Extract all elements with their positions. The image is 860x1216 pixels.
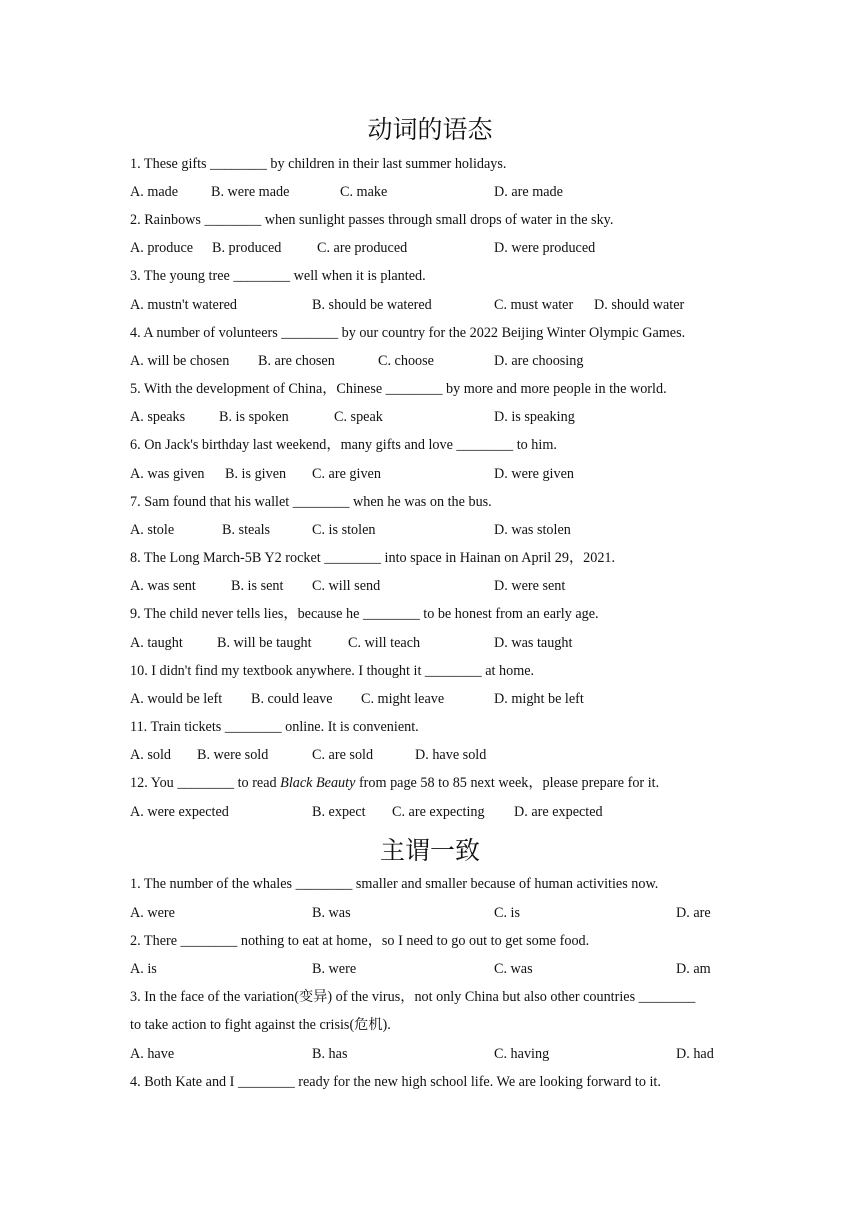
- option-b: B. was: [312, 905, 351, 921]
- option-d: D. should water: [594, 297, 685, 313]
- question-stem-text: 12. You ________ to read: [130, 775, 281, 791]
- book-title: Black Beauty: [280, 775, 356, 791]
- option-a: A. will be chosen: [130, 353, 230, 369]
- option-b: B. steals: [222, 522, 271, 538]
- question-stem: 7. Sam found that his wallet ________ when he was on the bus.: [130, 494, 492, 510]
- option-b: B. is given: [225, 466, 287, 482]
- question-stem: 3. In the face of the variation(变异) of the virus，not only China but also other countries ________: [130, 989, 696, 1005]
- option-d: D. had: [676, 1046, 714, 1062]
- option-c: C. are expecting: [392, 804, 485, 820]
- option-c: C. make: [340, 184, 388, 200]
- option-c: C. are produced: [317, 240, 408, 256]
- option-a: A. have: [130, 1046, 175, 1062]
- option-a: A. were expected: [130, 804, 229, 820]
- question-stem: 10. I didn't find my textbook anywhere. I thought it ________ at home.: [130, 663, 535, 679]
- question-stem: 4. A number of volunteers ________ by our country for the 2022 Beijing Winter Olympic Games.: [130, 325, 686, 341]
- option-b: B. could leave: [251, 691, 333, 707]
- option-d: D. are made: [494, 184, 563, 200]
- option-d: D. was stolen: [494, 522, 571, 538]
- option-d: D. have sold: [415, 747, 487, 763]
- question-stem: [130, 774, 659, 792]
- option-d: D. are expected: [514, 804, 603, 820]
- question-stem: 9. The child never tells lies，because he ________ to be honest from an early age.: [130, 606, 599, 622]
- option-d: D. is speaking: [494, 409, 575, 425]
- option-a: A. produce: [130, 240, 194, 256]
- question-stem: 8. The Long March-5B Y2 rocket ________ into space in Hainan on April 29，2021.: [130, 550, 616, 566]
- option-a: A. was sent: [130, 578, 196, 594]
- option-c: C. will send: [312, 578, 381, 594]
- option-d: D. were produced: [494, 240, 596, 256]
- question-stem: 2. There ________ nothing to eat at home，so I need to go out to get some food.: [130, 933, 590, 949]
- option-b: B. should be watered: [312, 297, 432, 313]
- option-a: A. mustn't watered: [130, 297, 237, 313]
- option-d: D. are: [676, 905, 711, 921]
- option-c: C. is stolen: [312, 522, 376, 538]
- option-a: A. speaks: [130, 409, 186, 425]
- option-b: B. has: [312, 1046, 348, 1062]
- option-c: C. is: [494, 905, 521, 921]
- option-c: C. are given: [312, 466, 381, 482]
- question-stem: 1. The number of the whales ________ smaller and smaller because of human activities now.: [130, 876, 659, 892]
- option-c: C. are sold: [312, 747, 374, 763]
- option-c: C. choose: [378, 353, 434, 369]
- option-a: A. sold: [130, 747, 171, 763]
- option-c: C. speak: [334, 409, 383, 425]
- option-a: A. was given: [130, 466, 205, 482]
- option-c: C. having: [494, 1046, 550, 1062]
- question-stem-text: from page 58 to 85 next week，please prepare for it.: [355, 775, 660, 791]
- option-a: A. would be left: [130, 691, 223, 707]
- option-b: B. is spoken: [219, 409, 289, 425]
- option-a: A. stole: [130, 522, 175, 538]
- option-d: D. were sent: [494, 578, 566, 594]
- question-stem-continued: to take action to fight against the crisis(危机).: [130, 1017, 391, 1033]
- option-c: C. must water: [494, 297, 574, 313]
- option-d: D. am: [676, 961, 711, 977]
- option-b: B. were made: [211, 184, 290, 200]
- question-stem: 1. These gifts ________ by children in their last summer holidays.: [130, 156, 507, 172]
- section-title-agreement: 主谓一致: [379, 836, 480, 865]
- option-b: B. expect: [312, 804, 366, 820]
- question-stem: 3. The young tree ________ well when it is planted.: [130, 268, 426, 284]
- option-d: D. are choosing: [494, 353, 584, 369]
- option-a: A. is: [130, 961, 157, 977]
- option-d: D. might be left: [494, 691, 584, 707]
- option-c: C. will teach: [348, 635, 421, 651]
- option-b: B. produced: [212, 240, 282, 256]
- option-b: B. were sold: [197, 747, 269, 763]
- option-c: C. was: [494, 961, 533, 977]
- question-stem: 11. Train tickets ________ online. It is convenient.: [130, 719, 419, 735]
- option-b: B. is sent: [231, 578, 284, 594]
- option-b: B. will be taught: [217, 635, 312, 651]
- option-b: B. were: [312, 961, 357, 977]
- option-a: A. taught: [130, 635, 183, 651]
- option-d: D. was taught: [494, 635, 573, 651]
- question-stem: 4. Both Kate and I ________ ready for the new high school life. We are looking forward to it.: [130, 1074, 661, 1090]
- option-d: D. were given: [494, 466, 574, 482]
- question-stem: 2. Rainbows ________ when sunlight passes through small drops of water in the sky.: [130, 212, 614, 228]
- option-c: C. might leave: [361, 691, 445, 707]
- option-a: A. were: [130, 905, 175, 921]
- option-b: B. are chosen: [258, 353, 335, 369]
- section-title-voice: 动词的语态: [367, 115, 493, 144]
- option-a: A. made: [130, 184, 179, 200]
- question-stem: 6. On Jack's birthday last weekend，many gifts and love ________ to him.: [130, 437, 557, 453]
- question-stem: 5. With the development of China，Chinese ________ by more and more people in the world.: [130, 381, 667, 397]
